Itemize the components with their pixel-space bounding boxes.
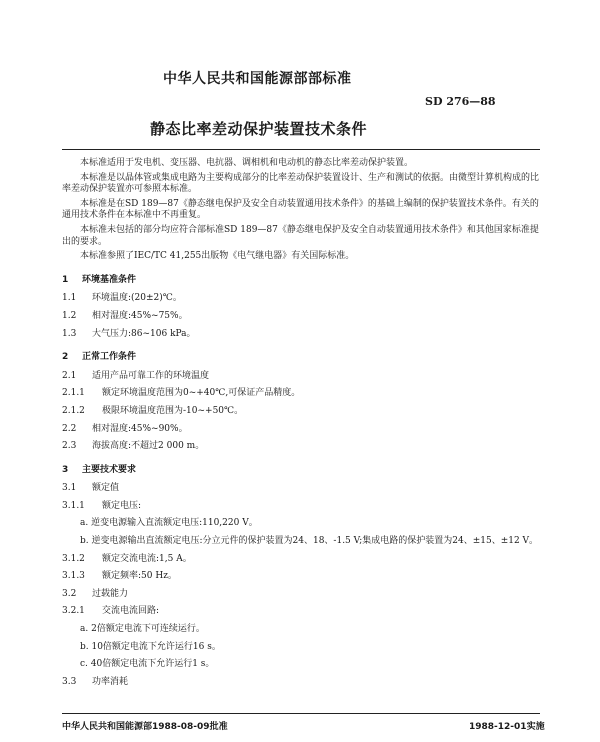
intro-paragraph: 本标准适用于发电机、变压器、电抗器、调相机和电动机的静态比率差动保护装置。 (80, 158, 414, 168)
clause (62, 311, 540, 323)
clause-text: 额定电压: (102, 500, 142, 511)
clause-text: 相对湿度:45%~75%。 (92, 310, 188, 321)
clause-number: 1.2 (62, 310, 77, 321)
section-heading (62, 352, 540, 364)
clause (62, 606, 540, 618)
clause (62, 424, 540, 436)
clause-number: 1.1 (62, 293, 77, 304)
clause-number: 3.1 (62, 483, 77, 494)
clause-text: 额定频率:50 Hz。 (102, 571, 177, 582)
clause-number: 2.1 (62, 370, 77, 381)
clause-text: 额定环境温度范围为0~+40℃,可保证产品精度。 (102, 388, 301, 399)
clause-text: 功率消耗 (92, 676, 129, 687)
clause-number: 3.2.1 (62, 606, 85, 617)
section-heading (62, 465, 540, 477)
section-number: 3 (62, 464, 69, 475)
sub-item: a. 2倍额定电流下可连续运行。 (80, 624, 205, 635)
section-number: 1 (62, 274, 69, 285)
clause-text: 过载能力 (92, 588, 129, 599)
clause-text: 额定交流电流:1,5 A。 (102, 553, 192, 564)
clause-number: 3.3 (62, 676, 77, 687)
document-body (62, 158, 540, 694)
clause-text: 环境温度:(20±2)℃。 (92, 293, 182, 304)
section-title: 主要技术要求 (82, 464, 137, 475)
sub-item: c. 40倍额定电流下允许运行1 s。 (80, 659, 215, 670)
clause-text: 极限环境温度范围为-10~+50℃。 (102, 405, 244, 416)
section-title: 正常工作条件 (82, 352, 137, 363)
clause (62, 571, 540, 583)
standard-number: SD 276—88 (425, 95, 496, 108)
clause (62, 388, 540, 400)
clause (62, 501, 540, 513)
clause-text: 相对湿度:45%~90%。 (92, 423, 188, 434)
clause-text: 额定值 (92, 483, 120, 494)
intro-paragraph: 本标准是以晶体管或集成电路为主要构成部分的比率差动保护装置设计、生产和测试的依据。由微型计算机构成的比率差动保护装置亦可参照本标准。 (62, 172, 540, 195)
sub-item: b. 10倍额定电流下允许运行16 s。 (80, 641, 221, 652)
clause-number: 2.1.2 (62, 405, 85, 416)
clause (62, 406, 540, 418)
clause (62, 677, 540, 689)
clause-number: 1.3 (62, 328, 77, 339)
title-divider (62, 149, 540, 150)
clause (62, 441, 540, 453)
clause-number: 3.1.1 (62, 500, 85, 511)
clause (62, 554, 540, 566)
clause (62, 329, 540, 341)
implementation-date: 1988-12-01实施 (469, 722, 545, 732)
intro-paragraph: 本标准参照了IEC/TC 41,255出版物《电气继电器》有关国际标准。 (80, 251, 355, 262)
ministry-header: 中华人民共和国能源部部标准 (163, 71, 352, 87)
clause-number: 3.1.3 (62, 571, 85, 582)
approval-line: 中华人民共和国能源部1988-08-09批准 (62, 722, 228, 732)
section-number: 2 (62, 352, 69, 363)
section-title: 环境基准条件 (82, 274, 137, 285)
clause (62, 483, 540, 495)
document-title: 静态比率差动保护装置技术条件 (150, 120, 368, 138)
clause-number: 3.1.2 (62, 553, 85, 564)
clause (62, 589, 540, 601)
clause-number: 2.2 (62, 423, 77, 434)
clause-text: 适用产品可靠工作的环境温度 (92, 370, 210, 381)
clause-number: 2.1.1 (62, 388, 85, 399)
clause-text: 交流电流回路: (102, 606, 160, 617)
sub-item: a. 逆变电源输入直流额定电压:110,220 V。 (80, 518, 258, 529)
footer-divider (62, 713, 540, 714)
clause (62, 293, 540, 305)
sub-item: b. 逆变电源输出直流额定电压:分立元件的保护装置为24、18、-1.5 V;集成电路的保护装置为24、±15、±12 V。 (80, 536, 539, 547)
intro-paragraph: 本标准未包括的部分均应符合部标准SD 189—87《静态继电保护及安全自动装置通用技术条件》和其他国家标准提出的要求。 (62, 224, 539, 247)
clause-number: 3.2 (62, 588, 77, 599)
section-heading (62, 275, 540, 287)
clause (62, 371, 540, 383)
intro-paragraph: 本标准是在SD 189—87《静态继电保护及安全自动装置通用技术条件》的基础上编制的保护装置技术条件。有关的通用技术条件在本标准中不再重复。 (62, 198, 539, 221)
clause-number: 2.3 (62, 441, 77, 452)
clause-text: 大气压力:86~106 kPa。 (92, 328, 196, 339)
clause-text: 海拔高度:不超过2 000 m。 (92, 441, 205, 452)
